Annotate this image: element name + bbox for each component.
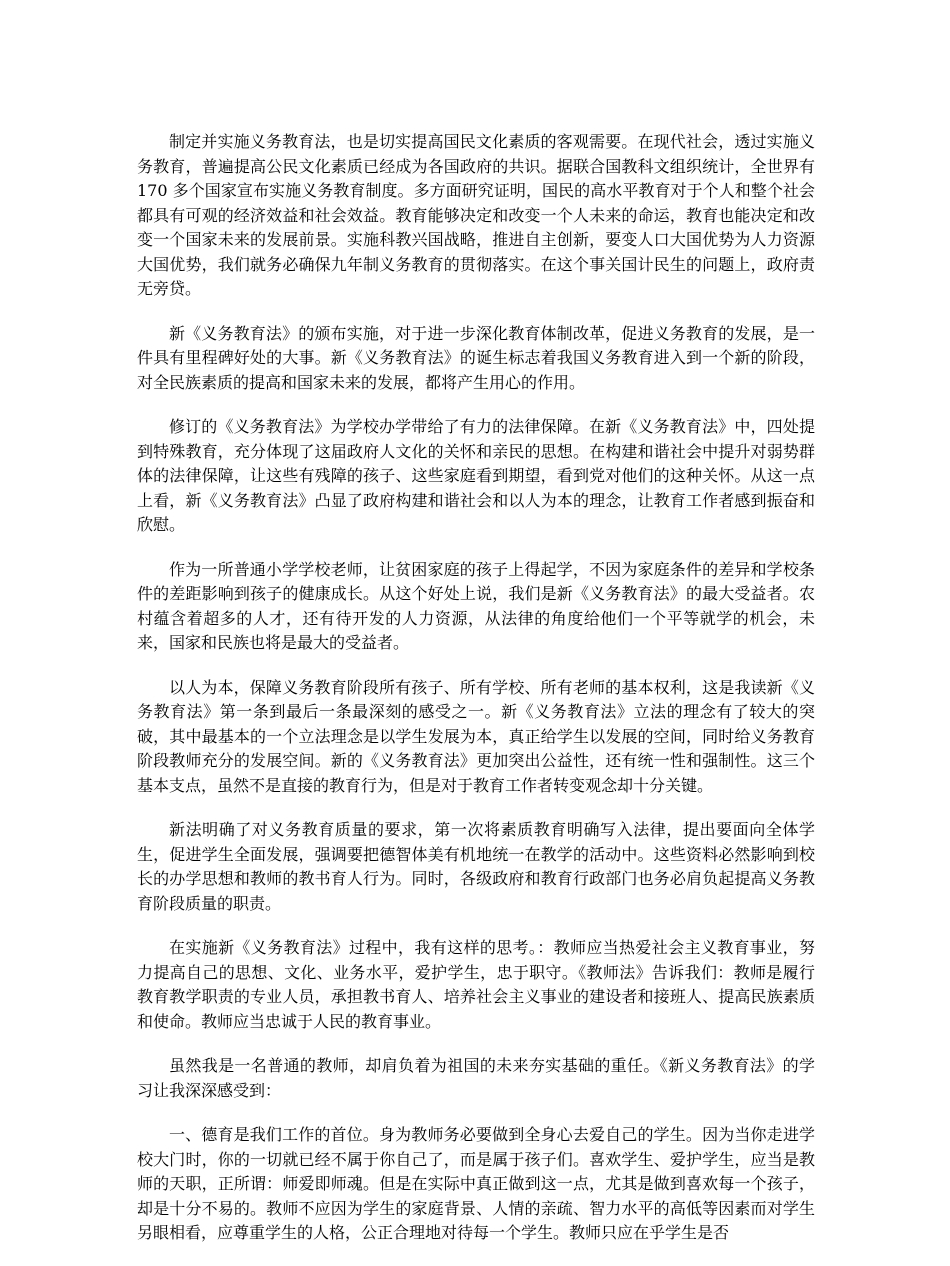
paragraph-5: 以人为本，保障义务教育阶段所有孩子、所有学校、所有老师的基本权利，这是我读新《义务教育法》第一条到最后一条最深刻的感受之一。新《义务教育法》立法的理念有了较大的突破，其中最基本的一个立法理念是以学生发展为本，真正给学生以发展的空间，同时给义务教育阶段教师充分的发展空间。新的《义务教育法》更加突出公益性，还有统一性和强制性。这三个基本支点，虽然不是直接的教育行为，但是对于教育工作者转变观念却十分关键。 bbox=[137, 677, 815, 795]
paragraph-2: 新《义务教育法》的颁布实施，对于进一步深化教育体制改革，促进义务教育的发展，是一件具有里程碑好处的大事。新《义务教育法》的诞生标志着我国义务教育进入到一个新的阶段，对全民族素质的提高和国家未来的发展，都将产生用心的作用。 bbox=[137, 323, 815, 392]
paragraph-4: 作为一所普通小学学校老师，让贫困家庭的孩子上得起学，不因为家庭条件的差异和学校条件的差距影响到孩子的健康成长。从这个好处上说，我们是新《义务教育法》的最大受益者。农村蕴含着超多的人才，还有待开发的人力资源，从法律的角度给他们一个平等就学的机会，未来，国家和民族也将是最大的受益者。 bbox=[137, 559, 815, 652]
paragraph-9: 一、德育是我们工作的首位。身为教师务必要做到全身心去爱自己的学生。因为当你走进学校大门时，你的一切就已经不属于你自己了，而是属于孩子们。喜欢学生、爱护学生，应当是教师的天职，正所谓：师爱即师魂。但是在实际中真正做到这一点，尤其是做到喜欢每一个孩子，却是十分不易的。教师不应因为学生的家庭背景、人情的亲疏、智力水平的高低等因素而对学生另眼相看，应尊重学生的人格，公正合理地对待每一个学生。教师只应在乎学生是否 bbox=[137, 1125, 815, 1242]
paragraph-1: 制定并实施义务教育法，也是切实提高国民文化素质的客观需要。在现代社会，透过实施义务教育，普遍提高公民文化素质已经成为各国政府的共识。据联合国教科文组织统计，全世界有 170 多个国家宣布实施义务教育制度。多方面研究证明，国民的高水平教育对于个人和整个社会都具有可观的经济效益和社会效益。教育能够决定和改变一个人未来的命运，教育也能决定和改变一个国家未来的发展前景。实施科教兴国战略，推进自主创新，要变人口大国优势为人力资源大国优势，我们就务必确保九年制义务教育的贯彻落实。在这个事关国计民生的问题上，政府责无旁贷。 bbox=[137, 132, 815, 298]
paragraph-3: 修订的《义务教育法》为学校办学带给了有力的法律保障。在新《义务教育法》中，四处提到特殊教育，充分体现了这届政府人文化的关怀和亲民的思想。在构建和谐社会中提升对弱势群体的法律保障，让这些有残障的孩子、这些家庭看到期望，看到党对他们的这种关怀。从这一点上看，新《义务教育法》凸显了政府构建和谐社会和以人为本的理念，让教育工作者感到振奋和欣慰。 bbox=[137, 417, 815, 534]
paragraph-7: 在实施新《义务教育法》过程中，我有这样的思考。：教师应当热爱社会主义教育事业，努力提高自己的思想、文化、业务水平，爱护学生，忠于职守。《教师法》告诉我们：教师是履行教育教学职责的专业人员，承担教书育人、培养社会主义事业的建设者和接班人、提高民族素质和使命。教师应当忠诚于人民的教育事业。 bbox=[137, 938, 815, 1031]
document-body bbox=[137, 130, 815, 1266]
paragraph-6: 新法明确了对义务教育质量的要求，第一次将素质教育明确写入法律，提出要面向全体学生，促进学生全面发展，强调要把德智体美有机地统一在教学的活动中。这些资料必然影响到校长的办学思想和教师的教书育人行为。同时，各级政府和教育行政部门也务必肩负起提高义务教育阶段质量的职责。 bbox=[137, 820, 815, 913]
paragraph-8: 虽然我是一名普通的教师，却肩负着为祖国的未来夯实基础的重任。《新义务教育法》的学习让我深深感受到： bbox=[137, 1056, 815, 1100]
